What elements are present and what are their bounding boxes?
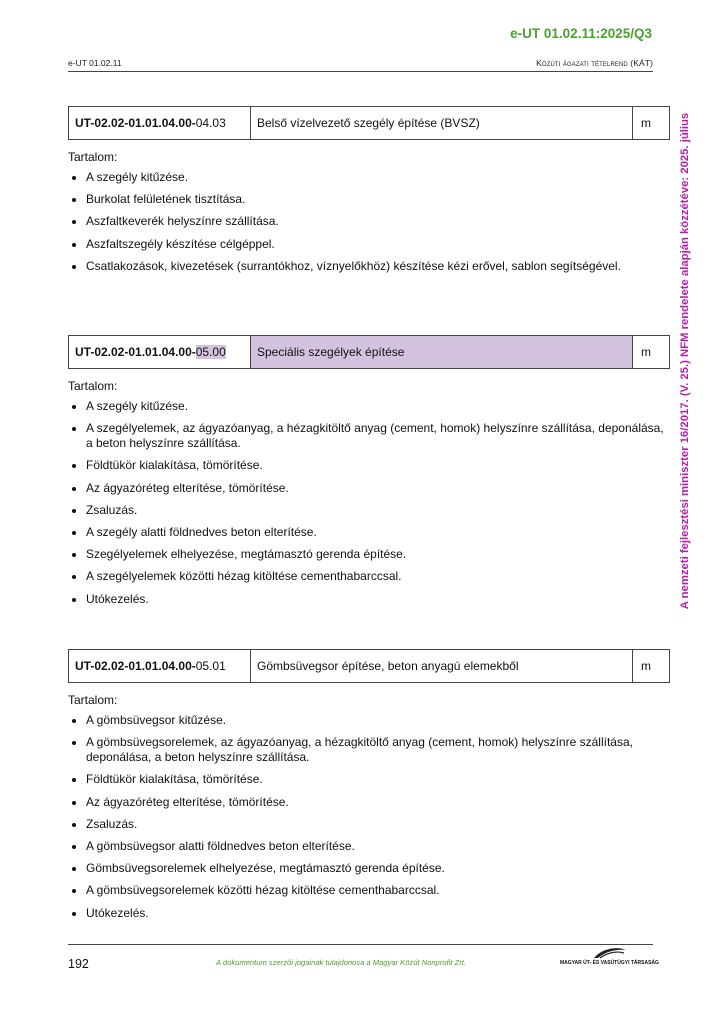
list-item: • A gömbsüvegsor alatti földnedves beton elterítése.: [86, 839, 670, 854]
list-item: • Aszfaltkeverék helyszínre szállítása.: [86, 214, 670, 229]
list-item: • A szegély kitűzése.: [86, 399, 670, 414]
list-item: • Zsaluzás.: [86, 503, 670, 518]
list-item: • Utókezelés.: [86, 906, 670, 921]
item-code-prefix: UT-02.02-01.01.04.00-: [75, 659, 196, 673]
list-item: • Zsaluzás.: [86, 817, 670, 832]
document-code: e-UT 01.02.11:2025/Q3: [510, 26, 652, 41]
company-logo: [560, 946, 659, 970]
list-item: • Földtükör kialakítása, tömörítése.: [86, 458, 670, 473]
item-code: [69, 650, 251, 682]
item-title: Belső vízelvezető szegély építése (BVSZ): [251, 107, 633, 139]
copyright-notice: A dokumentum szerzői jogainak tulajdonosa a Magyar Közút Nonprofit Zrt.: [216, 958, 467, 967]
page-header: [68, 58, 653, 72]
contents-list: [68, 399, 670, 607]
contents-label: Tartalom:: [68, 693, 118, 707]
section-05-00: [68, 335, 670, 614]
list-item: • Szegélyelemek elhelyezése, megtámasztó gerenda építése.: [86, 547, 670, 562]
contents-list: [68, 713, 670, 921]
contents-label: Tartalom:: [68, 150, 118, 164]
item-code-suffix: 04.03: [195, 116, 226, 130]
list-item: • A gömbsüvegsorelemek közötti hézag kitöltése cementhabarccsal.: [86, 883, 670, 898]
contents-list: [68, 170, 670, 274]
item-code-prefix: UT-02.02-01.01.04.00-: [75, 345, 196, 359]
section-05-01: [68, 649, 670, 928]
side-note-text: A nemzeti fejlesztési miniszter 16/2017. (V. 25.) NFM rendelete alapján közzétéve: 2025. július: [679, 112, 691, 610]
list-item: • A szegély alatti földnedves beton elterítése.: [86, 525, 670, 540]
item-title: Gömbsüvegsor építése, beton anyagú elemekből: [251, 650, 633, 682]
item-unit: m: [641, 659, 651, 673]
item-unit: m: [641, 345, 651, 359]
item-code: [69, 107, 251, 139]
side-note: [678, 96, 692, 626]
list-item: • Csatlakozások, kivezetések (surrantókhoz, víznyelőkhöz) készítése kézi erővel, sablon segítségével.: [86, 259, 670, 274]
item-header-row: [68, 106, 670, 140]
item-header-row: [68, 649, 670, 683]
list-item: • Az ágyazóréteg elterítése, tömörítése.: [86, 481, 670, 496]
logo-text: MAGYAR ÚT- ÉS VASÚTÜGYI TÁRSASÁG: [560, 960, 659, 966]
list-item: • Aszfaltszegély készítése célgéppel.: [86, 237, 670, 252]
header-left: e-UT 01.02.11: [68, 58, 122, 68]
item-header-row: [68, 335, 670, 369]
item-code: [69, 336, 251, 368]
contents-label: Tartalom:: [68, 379, 118, 393]
item-code-suffix: 05.00: [195, 345, 226, 359]
list-item: • A gömbsüvegsorelemek, az ágyazóanyag, a hézagkitöltő anyag (cement, homok) helyszínre szállítása, deponálása, a beton helyszínre szállítása.: [86, 735, 670, 765]
list-item: • Az ágyazóréteg elterítése, tömörítése.: [86, 795, 670, 810]
list-item: • A szegélyelemek közötti hézag kitöltése cementhabarccsal.: [86, 569, 670, 584]
item-code-suffix: 05.01: [195, 659, 226, 673]
item-title: Speciális szegélyek építése: [251, 336, 633, 368]
section-04-03: [68, 106, 670, 281]
page-number: 192: [68, 957, 89, 971]
item-unit: m: [641, 116, 651, 130]
list-item: • Gömbsüvegsorelemek elhelyezése, megtámasztó gerenda építése.: [86, 861, 670, 876]
list-item: • A szegélyelemek, az ágyazóanyag, a hézagkitöltő anyag (cement, homok) helyszínre szállítása, deponálása, a beton helyszínre szállítása.: [86, 421, 670, 451]
item-code-prefix: UT-02.02-01.01.04.00-: [75, 116, 196, 130]
list-item: • Burkolat felületének tisztítása.: [86, 192, 670, 207]
list-item: • Utókezelés.: [86, 592, 670, 607]
list-item: • Földtükör kialakítása, tömörítése.: [86, 772, 670, 787]
footer-divider: [68, 944, 653, 945]
header-right: Közúti ágazati tételrend (KÁT): [536, 58, 653, 68]
logo-swoosh-icon: [560, 946, 656, 960]
list-item: • A szegély kitűzése.: [86, 170, 670, 185]
list-item: • A gömbsüvegsor kitűzése.: [86, 713, 670, 728]
